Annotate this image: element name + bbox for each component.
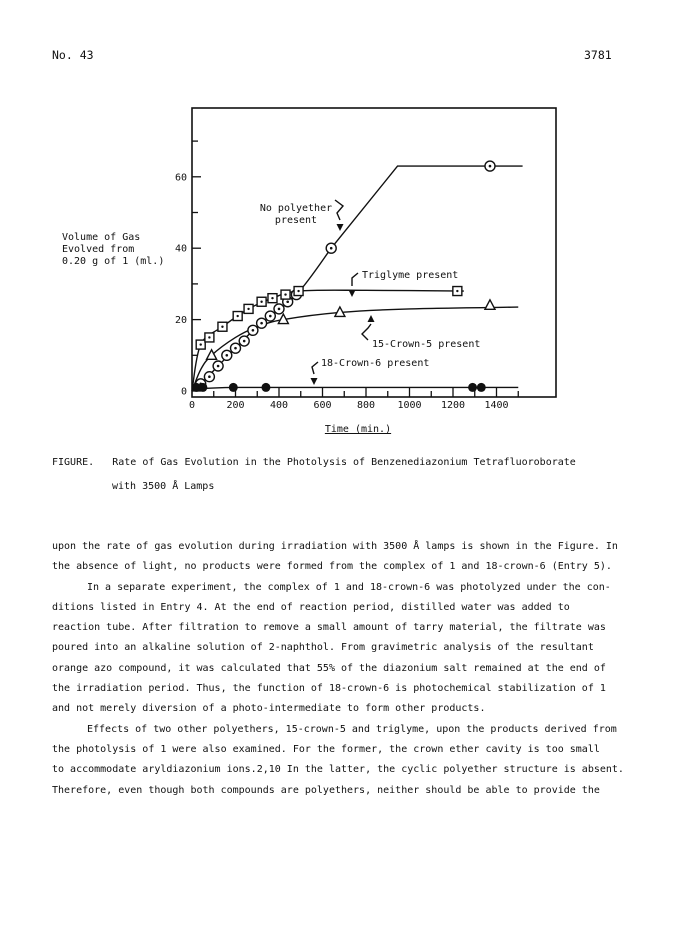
marker-center-dot [208, 375, 211, 378]
series-label: Triglyme present [362, 270, 459, 281]
data-point [218, 322, 227, 331]
data-point [265, 311, 275, 321]
annotation-arrowhead [337, 224, 344, 231]
marker-center-dot [243, 340, 246, 343]
data-point [257, 297, 266, 306]
page-number: 3781 [584, 48, 612, 62]
data-point [268, 294, 277, 303]
filled-circle-marker [477, 383, 486, 392]
marker-center-dot [278, 308, 281, 311]
data-point [453, 287, 462, 296]
marker-center-dot [226, 354, 229, 357]
annotation-arrow-line [352, 273, 358, 286]
data-point [485, 300, 495, 310]
triangle-marker [207, 350, 217, 360]
data-point [477, 383, 486, 392]
data-point [257, 318, 267, 328]
x-tick-label: 1200 [440, 400, 466, 411]
paragraph-line: Effects of two other polyethers, 15-crown-5 and triglyme, upon the products derived from [87, 723, 617, 735]
x-tick-label: 1000 [397, 400, 422, 411]
filled-circle-marker [261, 383, 270, 392]
paragraph-line: reaction tube. After filtration to remove a small amount of tarry material, the filtrate was [52, 622, 606, 634]
annotation-arrow-line [362, 324, 371, 340]
annotation-arrowhead [368, 315, 375, 322]
data-point [244, 304, 253, 313]
data-point [229, 383, 238, 392]
paragraph-line: poured into an alkaline solution of 2-naphthol. From gravimetric analysis of the resultant [52, 642, 594, 654]
paragraph-line: upon the rate of gas evolution during irradiation with 3500 Å lamps is shown in the Figure. In [52, 541, 618, 552]
annotation-arrow-line [312, 362, 318, 374]
y-axis-label-line: Evolved from [62, 244, 135, 255]
y-tick-label: 60 [174, 172, 187, 184]
data-point [239, 336, 249, 346]
marker-center-dot [284, 293, 286, 295]
paragraph-line: In a separate experiment, the complex of 1 and 18-crown-6 was photolyzed under the con- [87, 581, 611, 593]
paragraph-line: and not merely diversion of a photo-intermediate to form other products. [52, 703, 486, 715]
plot-frame [192, 108, 556, 397]
marker-center-dot [260, 301, 262, 303]
filled-circle-marker [198, 383, 207, 392]
y-tick-label: 0 [180, 386, 187, 398]
figure-caption-label: FIGURE. [52, 457, 95, 468]
data-point [326, 243, 336, 253]
x-tick-label: 0 [188, 400, 196, 411]
y-axis-label-line: Volume of Gas [62, 232, 141, 243]
marker-center-dot [217, 365, 220, 368]
x-tick-label: 1400 [484, 400, 509, 411]
data-point [248, 325, 258, 335]
data-point [207, 350, 217, 360]
marker-center-dot [271, 297, 273, 299]
data-point [233, 312, 242, 321]
y-tick-label: 20 [174, 315, 187, 327]
marker-center-dot [200, 343, 202, 345]
data-point [198, 383, 207, 392]
marker-center-dot [252, 329, 255, 332]
data-point [274, 304, 284, 314]
y-axis-label-line: 0.20 g of 1 (ml.) [62, 256, 165, 267]
series-label: present [274, 215, 318, 226]
data-point [294, 287, 303, 296]
figure-chart [0, 0, 680, 445]
annotation-arrowhead [311, 378, 318, 385]
marker-center-dot [456, 290, 458, 292]
marker-center-dot [286, 300, 289, 303]
paragraph-line: the irradiation period. Thus, the function of 18-crown-6 is photochemical stabilization of 1 [52, 683, 606, 695]
x-tick-label: 400 [269, 400, 289, 411]
x-tick-label: 200 [226, 400, 245, 411]
data-point [205, 333, 214, 342]
marker-center-dot [247, 308, 249, 310]
paragraph-line: ditions listed in Entry 4. At the end of reaction period, distilled water was added to [52, 601, 570, 613]
data-point [485, 161, 495, 171]
data-point [261, 383, 270, 392]
marker-center-dot [236, 315, 238, 317]
paragraph-line: the photolysis of 1 were also examined. For the former, the crown ether cavity is too small [52, 743, 600, 755]
paragraph-line: to accommodate aryldiazonium ions.2,10 In the latter, the cyclic polyether structure is absent. [52, 764, 624, 776]
paragraph-line: orange azo compound, it was calculated that 55% of the diazonium salt remained at the end of [52, 662, 606, 674]
triangle-marker [485, 300, 495, 310]
filled-circle-marker [229, 383, 238, 392]
paragraph-line: the absence of light, no products were formed from the complex of 1 and 18-crown-6 (Entry 5). [52, 561, 612, 573]
annotation-arrow-line [335, 200, 343, 220]
series-label: No polyether [259, 203, 333, 214]
paragraph-line: Therefore, even though both compounds are polyethers, neither should be able to provide the [52, 784, 600, 796]
series-label: 15-Crown-5 present [372, 339, 481, 350]
figure-caption-line1 [52, 457, 576, 468]
data-point [231, 343, 241, 353]
marker-center-dot [221, 326, 223, 328]
journal-issue-number: No. 43 [52, 48, 94, 62]
y-tick-label: 40 [174, 243, 187, 255]
series-label: 18-Crown-6 present [321, 358, 430, 369]
data-point [468, 383, 477, 392]
data-point [213, 361, 223, 371]
annotation-arrowhead [349, 290, 356, 297]
data-point [222, 350, 232, 360]
marker-center-dot [269, 315, 272, 318]
x-tick-label: 800 [356, 400, 376, 411]
figure-caption-text: Rate of Gas Evolution in the Photolysis of Benzenediazonium Tetrafluoroborate [112, 457, 576, 468]
marker-center-dot [330, 247, 333, 250]
x-axis-label: Time (min.) [324, 424, 392, 435]
x-tick-label: 600 [313, 400, 332, 411]
data-point [281, 290, 290, 299]
marker-center-dot [489, 165, 492, 168]
data-point [204, 372, 214, 382]
filled-circle-marker [468, 383, 477, 392]
marker-center-dot [297, 290, 299, 292]
data-point [196, 340, 205, 349]
body-text [52, 537, 632, 801]
marker-center-dot [260, 322, 263, 325]
marker-center-dot [234, 347, 237, 350]
figure-caption-line2: with 3500 Å Lamps [112, 481, 215, 492]
marker-center-dot [208, 336, 210, 338]
